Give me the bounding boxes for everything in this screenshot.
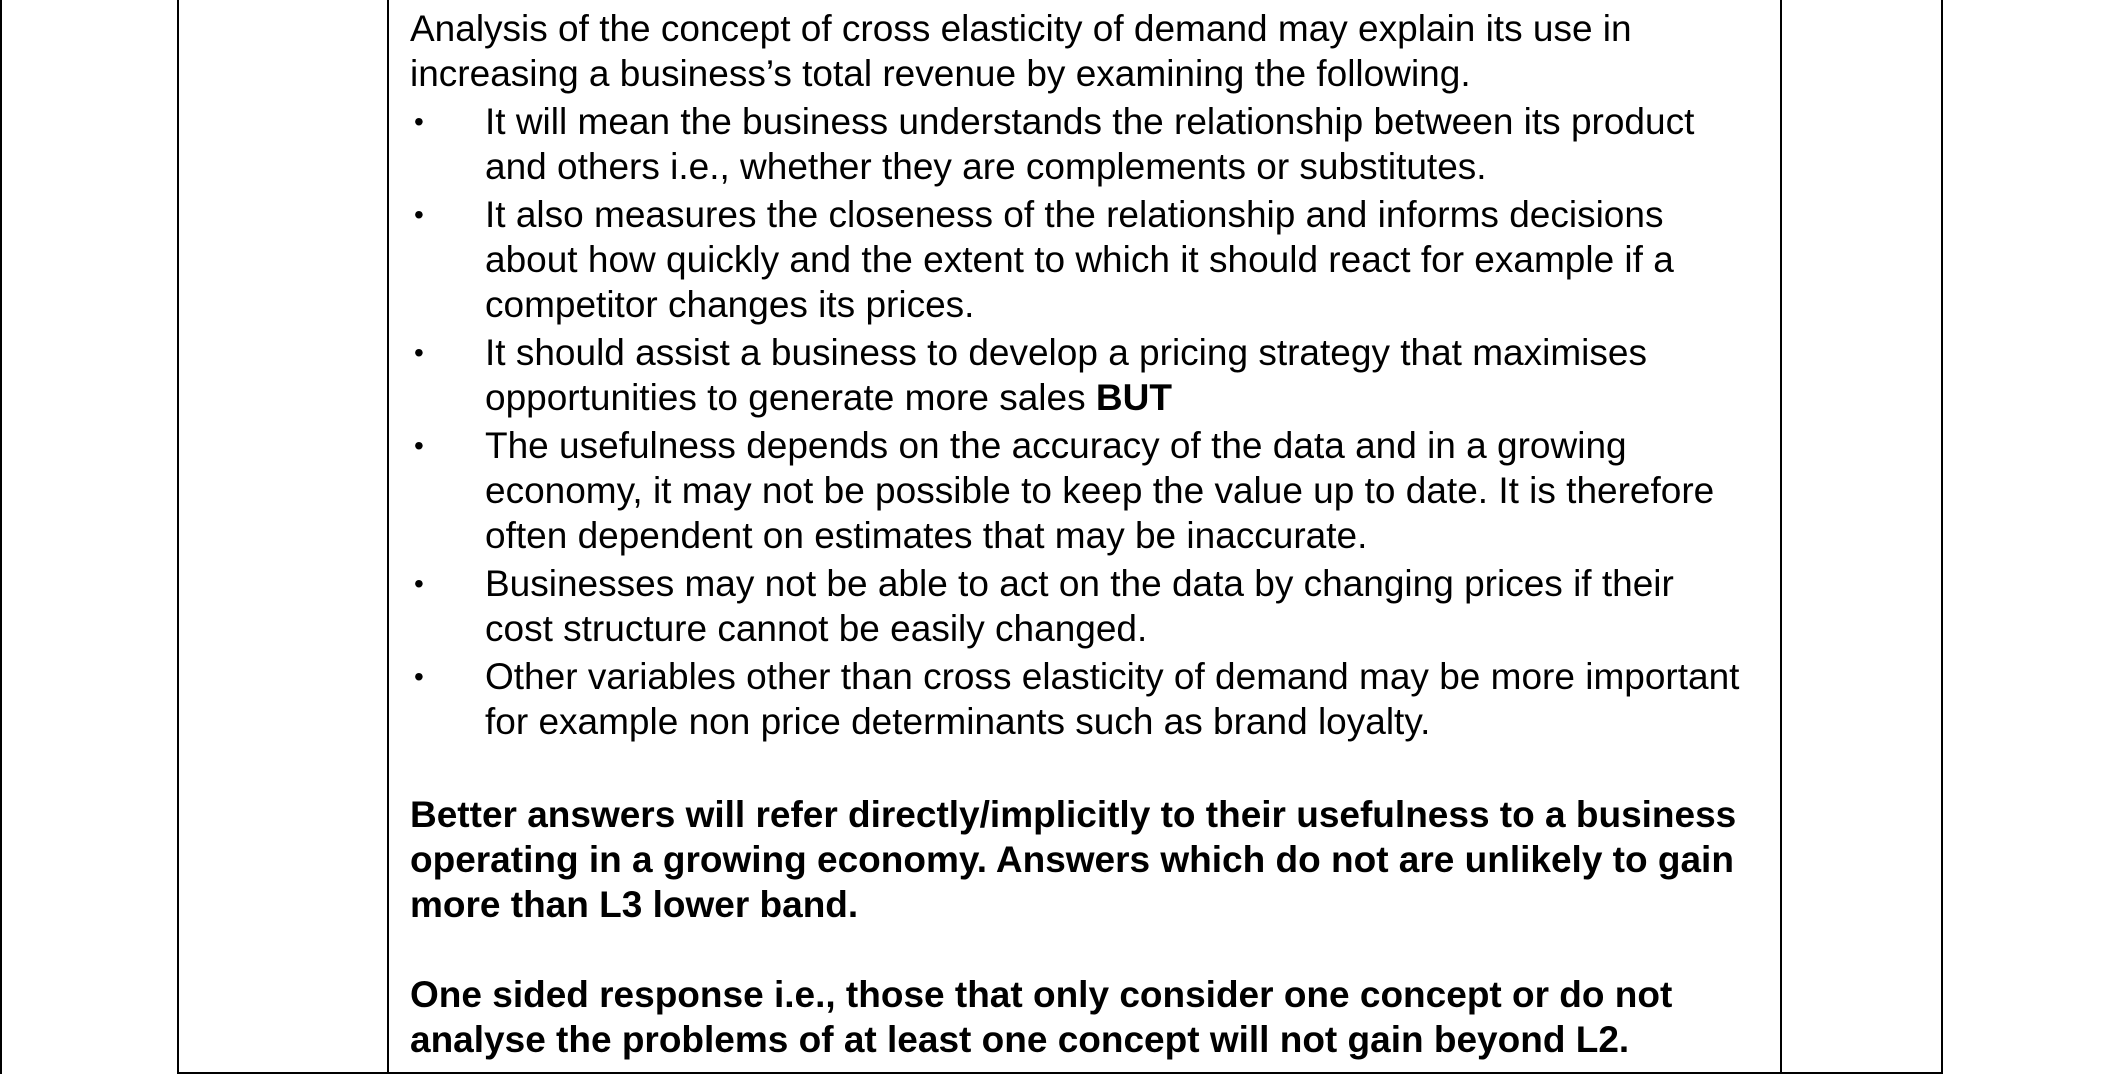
- list-item: [410, 561, 1750, 651]
- bullet-text: Businesses may not be able to act on the data by changing prices if their cost structure cannot be easily changed.: [485, 563, 1674, 649]
- bullet-icon: •: [414, 661, 424, 692]
- bullet-icon: •: [414, 199, 424, 230]
- bullet-icon: •: [414, 106, 424, 137]
- bullet-text: It will mean the business understands the relationship between its product and others i.e., whether they are complements or substitutes.: [485, 101, 1695, 187]
- page-left-border: [0, 0, 2, 1074]
- list-item: [410, 423, 1750, 558]
- list-item: [410, 654, 1750, 744]
- bullet-text: Other variables other than cross elasticity of demand may be more important for example non price determinants such as brand loyalty.: [485, 656, 1740, 742]
- analysis-bullet-list: [410, 99, 1750, 744]
- paragraph-spacer: [410, 927, 1750, 972]
- guidance-cell: [410, 6, 1750, 1062]
- bullet-text: The usefulness depends on the accuracy of the data and in a growing economy, it may not be possible to keep the value up to date. It is therefore often dependent on estimates that may be inaccurate.: [485, 425, 1715, 556]
- bullet-icon: •: [414, 430, 424, 461]
- list-item: [410, 99, 1750, 189]
- bullet-text: It should assist a business to develop a pricing strategy that maximises opportunities to generate more sales: [485, 332, 1647, 418]
- list-item: [410, 330, 1750, 420]
- table-column-divider-1: [387, 0, 389, 1074]
- one-sided-response-guidance: One sided response i.e., those that only consider one concept or do not analyse the problems of at least one concept will not gain beyond L2.: [410, 974, 1673, 1060]
- paragraph-spacer: [410, 747, 1750, 792]
- bullet-icon: •: [414, 337, 424, 368]
- bullet-bold-keyword: BUT: [1095, 377, 1172, 418]
- list-item: [410, 192, 1750, 327]
- better-answers-guidance: Better answers will refer directly/implicitly to their usefulness to a business operating in a growing economy. Answers which do not are unlikely to gain more than L3 lower band.: [410, 794, 1737, 925]
- bullet-text: It also measures the closeness of the relationship and informs decisions about how quickly and the extent to which it should react for example if a competitor changes its prices.: [485, 194, 1674, 325]
- intro-paragraph: Analysis of the concept of cross elasticity of demand may explain its use in increasing a business’s total revenue by examining the following.: [410, 8, 1632, 94]
- bullet-icon: •: [414, 568, 424, 599]
- table-column-divider-2: [1780, 0, 1782, 1074]
